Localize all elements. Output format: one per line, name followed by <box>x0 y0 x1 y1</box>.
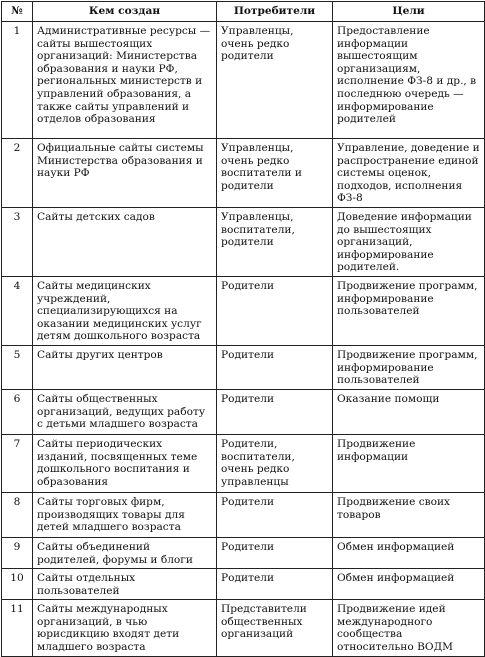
row-created-by: Сайты периодических изданий, посвященных теме дошкольного воспитания и образования <box>33 434 217 492</box>
table-row <box>2 345 485 389</box>
row-created-by: Сайты других центров <box>33 345 217 389</box>
row-created-by: Сайты отдельных пользователей <box>33 569 217 600</box>
row-consumers: Родители, воспитатели, очень редко управленцы <box>217 434 333 492</box>
row-created-by: Официальные сайты системы Министерства образования и науки РФ <box>33 139 217 208</box>
row-number: 6 <box>2 389 33 434</box>
row-goals: Продвижение программ, информирование пользователей <box>333 345 485 389</box>
row-goals: Предоставление информации вышестоящим организациям, исполнение ФЗ-8 и др., в последнюю очередь — информирование родителей <box>333 22 485 139</box>
header-goals: Цели <box>333 2 485 22</box>
row-consumers: Управленцы, очень редко родители <box>217 22 333 139</box>
row-created-by: Сайты торговых фирм, производящих товары для детей младшего возраста <box>33 492 217 537</box>
table-row <box>2 537 485 568</box>
row-created-by: Сайты детских садов <box>33 207 217 276</box>
row-created-by: Сайты объединений родителей, форумы и блоги <box>33 537 217 568</box>
row-number: 1 <box>2 22 33 139</box>
row-consumers: Родители <box>217 389 333 434</box>
row-consumers: Управленцы, очень редко воспитатели и родители <box>217 139 333 208</box>
row-number: 11 <box>2 600 33 656</box>
row-number: 4 <box>2 276 33 345</box>
row-number: 8 <box>2 492 33 537</box>
row-consumers: Родители <box>217 492 333 537</box>
table-row <box>2 276 485 345</box>
row-number: 9 <box>2 537 33 568</box>
table-row <box>2 389 485 434</box>
row-number: 5 <box>2 345 33 389</box>
row-number: 10 <box>2 569 33 600</box>
row-goals: Продвижение идей международного сообщества относительно ВОДМ <box>333 600 485 656</box>
table-row <box>2 492 485 537</box>
row-goals: Доведение информации до вышестоящих организаций, информирование родителей. <box>333 207 485 276</box>
sites-table <box>1 1 485 657</box>
header-created-by: Кем создан <box>33 2 217 22</box>
table-row <box>2 600 485 656</box>
row-number: 3 <box>2 207 33 276</box>
row-created-by: Сайты международных организаций, в чью юрисдикцию входят дети младшего возраста <box>33 600 217 656</box>
table-row <box>2 569 485 600</box>
table-row <box>2 207 485 276</box>
table-row <box>2 22 485 139</box>
row-goals: Обмен информацией <box>333 537 485 568</box>
table-row <box>2 434 485 492</box>
row-goals: Обмен информацией <box>333 569 485 600</box>
row-consumers: Представители общественных организаций <box>217 600 333 656</box>
row-consumers: Родители <box>217 569 333 600</box>
row-created-by: Сайты медицинских учреждений, специализирующихся на оказании медицинских услуг детям дошкольного возраста <box>33 276 217 345</box>
header-row <box>2 2 485 22</box>
row-goals: Продвижение своих товаров <box>333 492 485 537</box>
header-number: № <box>2 2 33 22</box>
row-consumers: Родители <box>217 537 333 568</box>
row-number: 2 <box>2 139 33 208</box>
row-consumers: Управленцы, воспитатели, родители <box>217 207 333 276</box>
row-created-by: Сайты общественных организаций, ведущих работу с детьми младшего возраста <box>33 389 217 434</box>
row-created-by: Административные ресурсы — сайты вышестоящих организаций: Министерства образования и науки РФ, региональных министерств и управлений образования, а также сайты управлений и отделов образования <box>33 22 217 139</box>
table-row <box>2 139 485 208</box>
row-goals: Продвижение информации <box>333 434 485 492</box>
header-consumers: Потребители <box>217 2 333 22</box>
row-goals: Продвижение программ, информирование пользователей <box>333 276 485 345</box>
row-goals: Управление, доведение и распространение единой системы оценок, подходов, исполнения ФЗ-8 <box>333 139 485 208</box>
row-consumers: Родители <box>217 345 333 389</box>
row-number: 7 <box>2 434 33 492</box>
row-goals: Оказание помощи <box>333 389 485 434</box>
row-consumers: Родители <box>217 276 333 345</box>
